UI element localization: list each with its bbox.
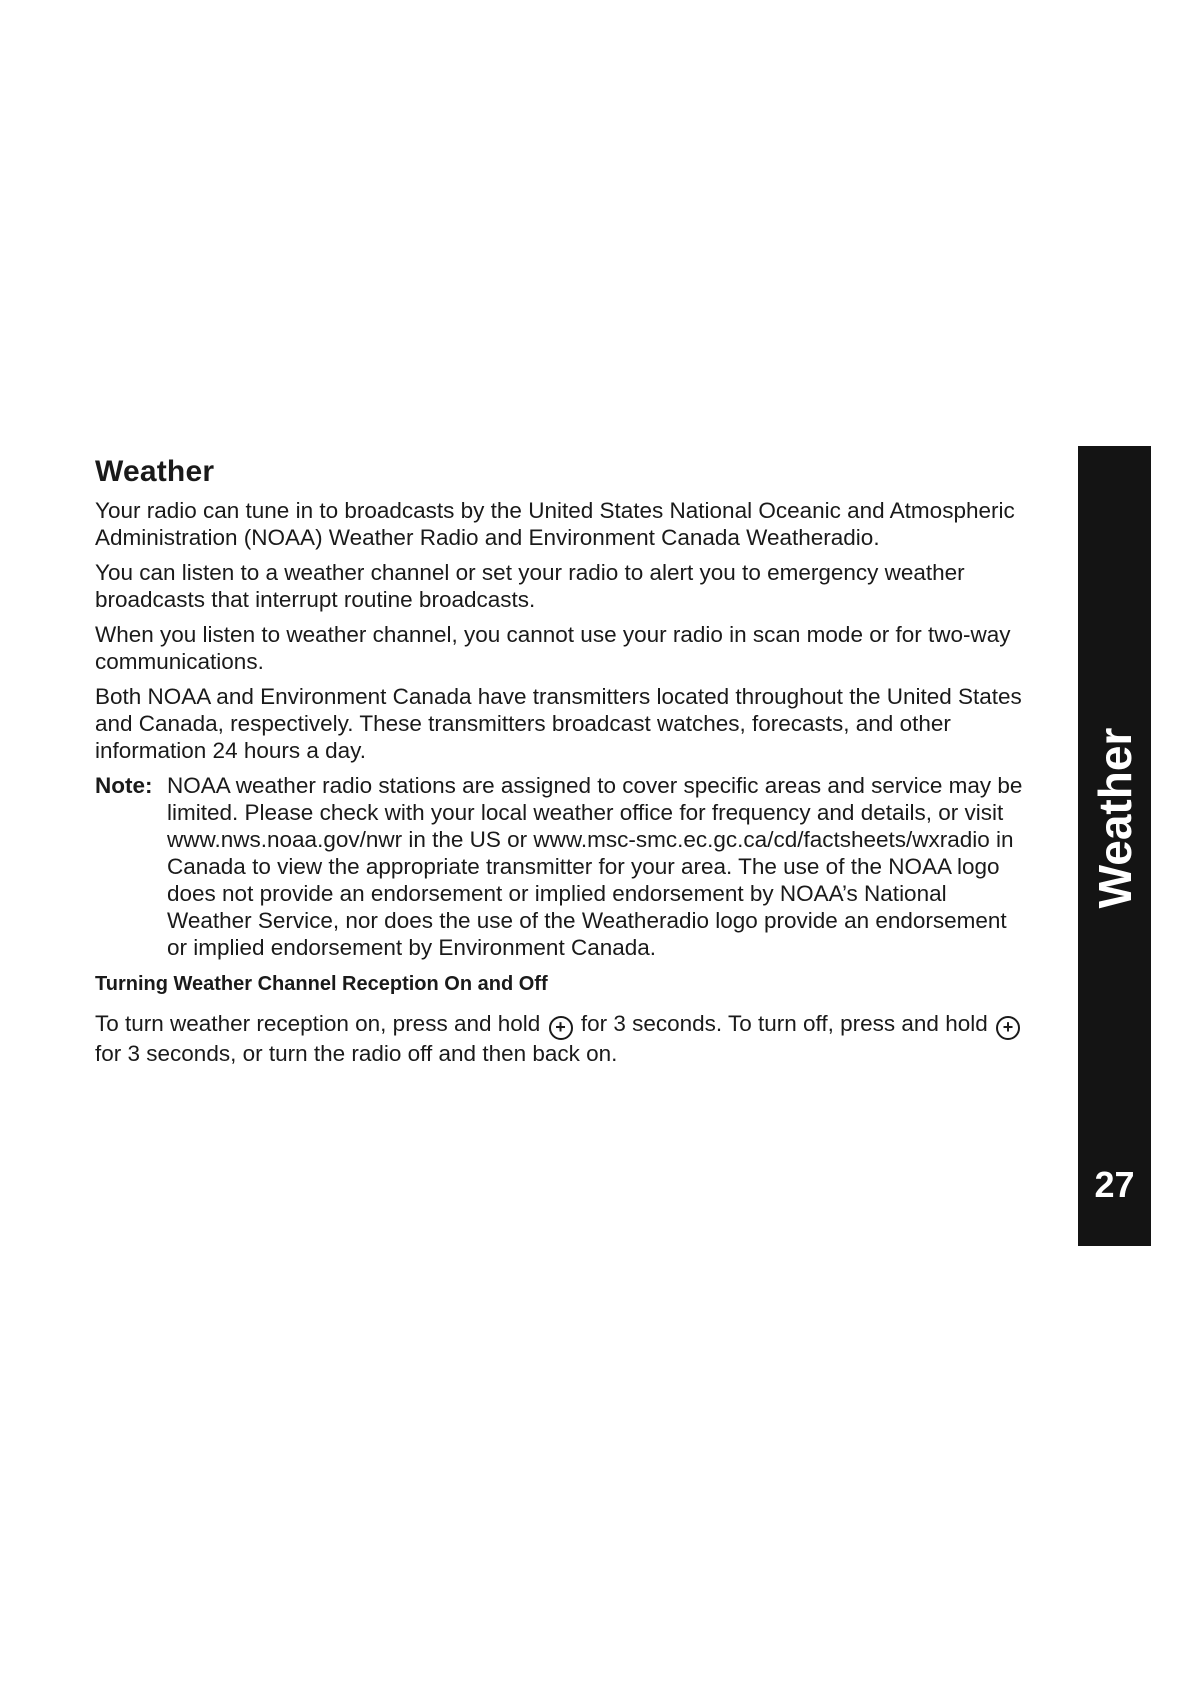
note-text: NOAA weather radio stations are assigned to cover specific areas and service may be limited. Please check with your local weather office for frequency and details, or visit www.nws.noaa.gov/nwr in the US or www.msc-smc.ec.gc.ca/cd/factsheets/wxradio in Canada to view the appropriate transmitter for your area. The use of the NOAA logo does not provide an endorsement or implied endorsement by NOAA’s National Weather Service, nor does the use of the Weatheradio logo provide an endorsement or implied endorsement by Environment Canada. [167,773,1023,960]
plus-circle-icon: + [996,1016,1020,1040]
instruction-text-1: To turn weather reception on, press and hold [95,1011,541,1036]
paragraph-scan-mode: When you listen to weather channel, you cannot use your radio in scan mode or for two-way communications. [95,622,1011,674]
main-content [95,455,1025,1075]
paragraph-intro: Your radio can tune in to broadcasts by the United States National Oceanic and Atmospheric Administration (NOAA) Weather Radio and Environment Canada Weatheradio. [95,498,1015,550]
side-tab-label: Weather [1088,727,1141,909]
instruction-text-3: for 3 seconds, or turn the radio off and then back on. [95,1041,618,1066]
plus-circle-icon: + [549,1016,573,1040]
paragraph-transmitters: Both NOAA and Environment Canada have transmitters located throughout the United States and Canada, respectively. These transmitters broadcast watches, forecasts, and other information 24 hours a day. [95,684,1022,763]
section-heading: Turning Weather Channel Reception On and Off [95,973,548,995]
page-number: 27 [1094,1164,1135,1205]
note-label: Note: [95,773,153,798]
note-block [95,772,1025,961]
page-title: Weather [95,455,215,488]
instruction-text-2: for 3 seconds. To turn off, press and hold [580,1011,988,1036]
section-side-tab [1078,446,1151,1246]
paragraph-alerts: You can listen to a weather channel or set your radio to alert you to emergency weather broadcasts that interrupt routine broadcasts. [95,560,965,612]
instruction-paragraph [95,1010,1025,1067]
